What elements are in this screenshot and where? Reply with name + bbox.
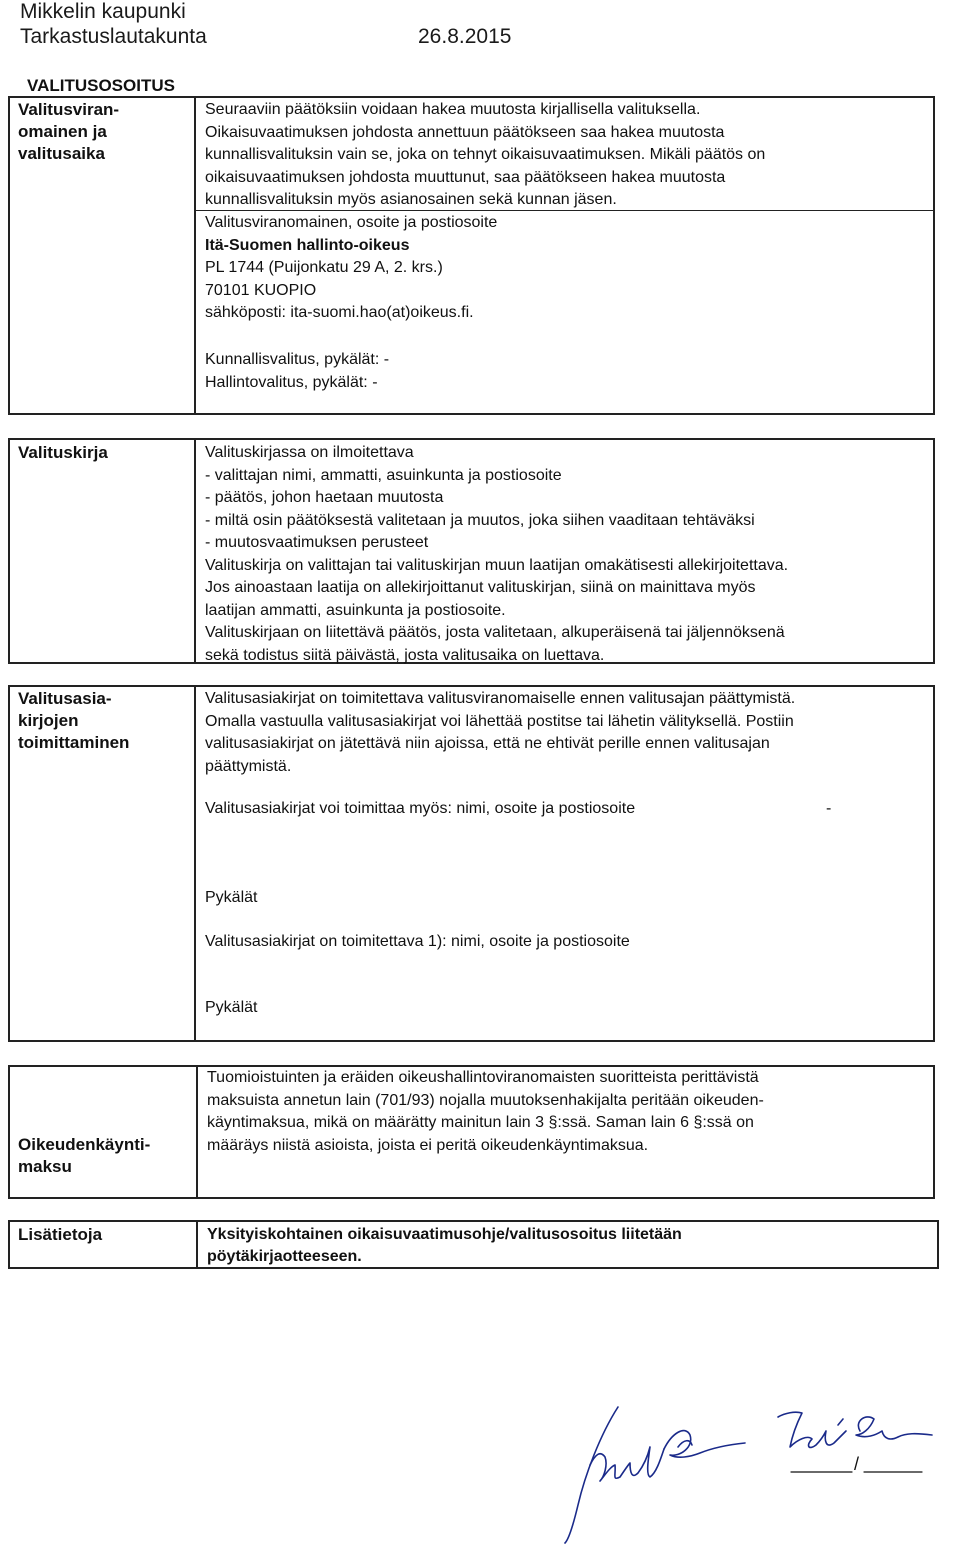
court-name: Itä-Suomen hallinto-oikeus bbox=[205, 236, 410, 254]
alt-delivery-text: Valitusasiakirjat voi toimittaa myös: nimi, osoite ja postiosoite bbox=[205, 800, 636, 817]
appeal-rules-paragraph: Seuraaviin päätöksiin voidaan hakea muutosta kirjallisella valituksella. Oikaisuvaatimuksen johdosta annettuun päätökseen saa hakea muutosta kunnallisvalituksin vain se, joka on tehnyt oikaisuvaatimuksen. Mikäli päätös on oikaisuvaatimuksen johdosta muuttunut, saa päätökseen hakea muutosta kunnallisvalituksin myös asianosainen sekä kunnan jäsen. bbox=[205, 101, 766, 208]
handwritten-signatures bbox=[560, 1395, 950, 1545]
appeal-authority-address bbox=[205, 212, 497, 325]
organization-name: Mikkelin kaupunki bbox=[20, 0, 186, 23]
delivery-text: Valitusasiakirjat on toimitettava valitusviranomaiselle ennen valitusajan päättymistä. Omalla vastuulla valitusasiakirjat voi lähettää postitse tai lähetin välityksellä. Postiin valitusasiakirjat on jätettävä niin ajoissa, että ne ehtivät perille ennen valitusajan päättymistä. bbox=[205, 690, 796, 775]
address-line-1: PL 1744 (Puijonkatu 29 A, 2. krs.) bbox=[205, 259, 443, 276]
board-name: Tarkastuslautakunta bbox=[20, 25, 207, 48]
municipal-appeal-sections: Kunnallisvalitus, pykälät: - bbox=[205, 351, 390, 368]
court-fee-text: Tuomioistuinten ja eräiden oikeushallintoviranomaisten suoritteista perittävistä maksuista annetun lain (701/93) nojalla muutoksenhakijalta peritään oikeuden- käyntimaksua, mikä on määrätty mainitun lain 3 §:ssä. Saman lain 6 §:ssä on määräys niistä asioista, joista ei peritä oikeudenkäyntimaksua. bbox=[207, 1069, 764, 1154]
court-email: sähköposti: ita-suomi.hao(at)oikeus.fi. bbox=[205, 304, 474, 321]
deliver-to-text: Valitusasiakirjat on toimitettava 1): nimi, osoite ja postiosoite bbox=[205, 933, 630, 950]
admin-appeal-sections: Hallintovalitus, pykälät: - bbox=[205, 373, 378, 391]
signature-slash: / bbox=[854, 1454, 860, 1474]
document-date: 26.8.2015 bbox=[418, 25, 512, 48]
sections-label-2: Pykälät bbox=[205, 999, 258, 1016]
appeal-sections bbox=[205, 349, 389, 394]
more-info-text: Yksityiskohtainen oikaisuvaatimusohje/valitusosoitus liitetään pöytäkirjaotteeseen. bbox=[207, 1226, 682, 1265]
section-title: VALITUSOSOITUS bbox=[27, 76, 175, 95]
appeal-letter-text: Valituskirjassa on ilmoitettava - valittajan nimi, ammatti, asuinkunta ja postiosoite - päätös, johon haetaan muutosta - miltä osin päätöksestä valitetaan ja muutos, joka siihen vaaditaan tehtäväksi - muutosvaatimuksen perusteet Valituskirja on valittajan tai valituskirjan muun laatijan omakätisesti allekirjoitettava. Jos ainoastaan laatija on allekirjoittanut valituskirjan, siinä on mainittava myös laatijan ammatti, asuinkunta ja postiosoite. Valituskirjaan on liitettävä päätös, josta valitetaan, alkuperäisenä tai jäljennöksenä sekä todistus siitä päivästä, josta valitusaika on luettava. bbox=[205, 444, 789, 664]
court-fee-label: Oikeudenkäynti- maksu bbox=[18, 1135, 151, 1176]
signature-1 bbox=[565, 1407, 745, 1543]
alt-delivery-dash: - bbox=[826, 800, 832, 817]
appeal-authority-label: Valitusviran- omainen ja valitusaika bbox=[18, 100, 120, 163]
appeal-letter-label: Valituskirja bbox=[18, 443, 108, 462]
delivery-label: Valitusasia- kirjojen toimittaminen bbox=[18, 689, 130, 752]
more-info-label: Lisätietoja bbox=[18, 1225, 103, 1244]
address-heading: Valitusviranomainen, osoite ja postiosoite bbox=[205, 214, 498, 231]
signature-2 bbox=[778, 1412, 932, 1447]
address-line-2: 70101 KUOPIO bbox=[205, 281, 317, 299]
sections-label-1: Pykälät bbox=[205, 889, 258, 906]
